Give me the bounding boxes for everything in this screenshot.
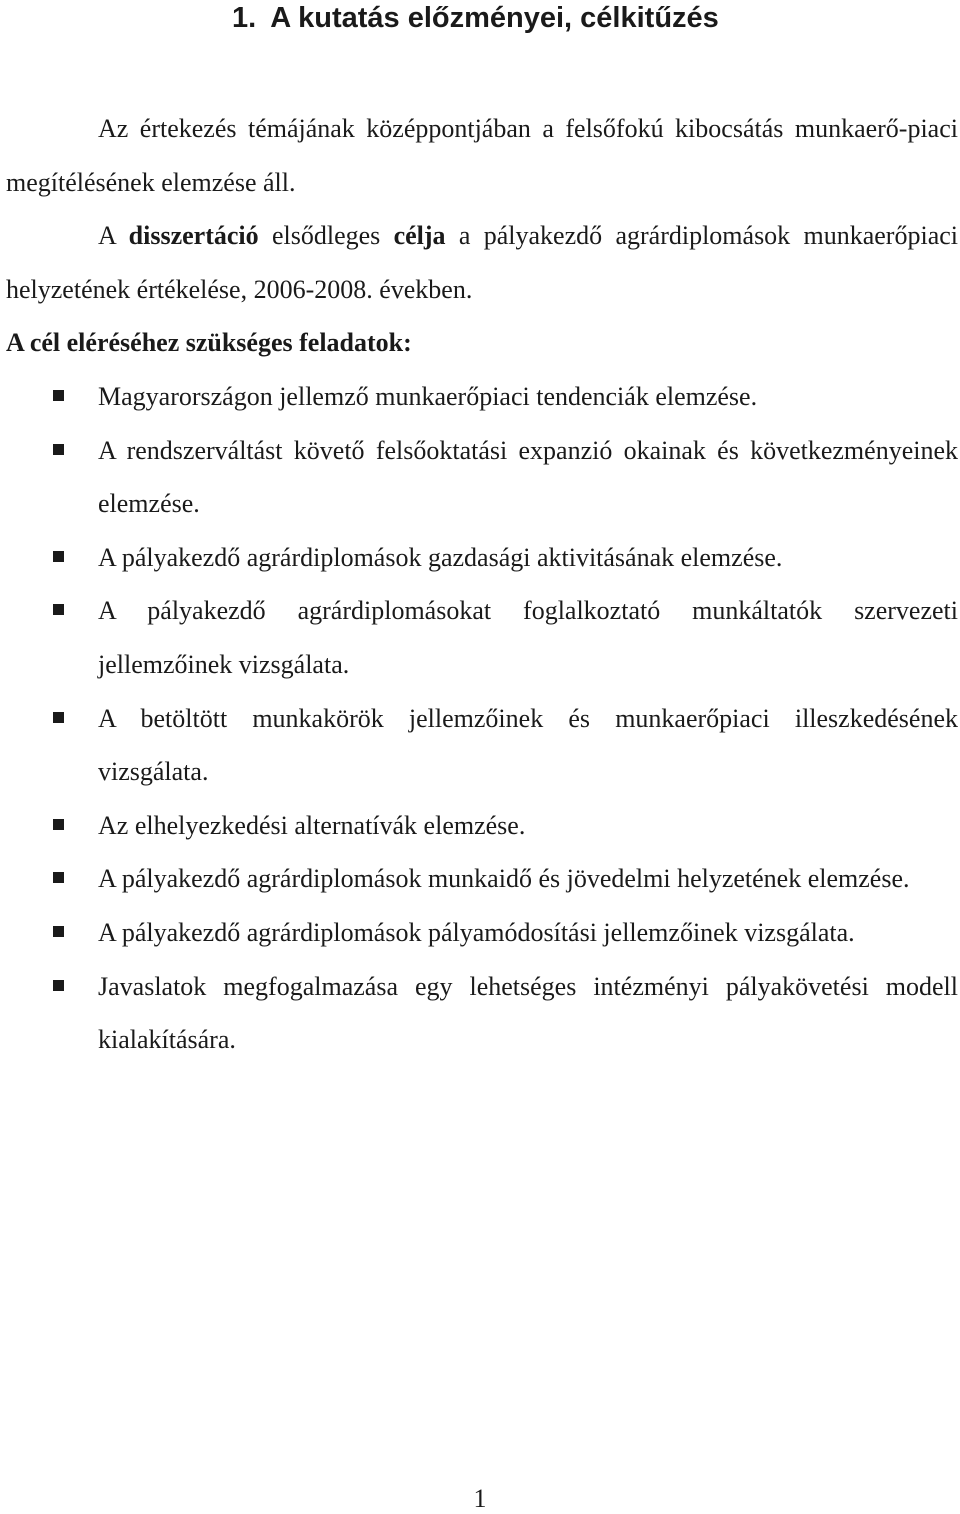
- task-text: Az elhelyezkedési alternatívák elemzése.: [98, 810, 526, 840]
- intro-paragraph-2: [6, 209, 958, 316]
- square-bullet-icon: [53, 551, 64, 562]
- section-number: 1.: [232, 2, 257, 34]
- square-bullet-icon: [53, 872, 64, 883]
- square-bullet-icon: [53, 604, 64, 615]
- task-list-item: [6, 852, 958, 906]
- task-text: A pályakezdő agrárdiplomások pályamódosítási jellemzőinek vizsgálata.: [98, 917, 855, 947]
- task-list-item: [6, 906, 958, 960]
- page-number: 1: [473, 1484, 487, 1513]
- square-bullet-icon: [53, 444, 64, 455]
- task-list-item: [6, 960, 958, 1067]
- task-text: A pályakezdő agrárdiplomásokat foglalkoztató munkáltatók szervezeti jellemzőinek vizsgálata.: [98, 596, 958, 679]
- paragraph-text: elsődleges: [258, 221, 394, 251]
- square-bullet-icon: [53, 980, 64, 991]
- emphasis-dissertation: disszertáció: [128, 221, 259, 251]
- task-text: A pályakezdő agrárdiplomások munkaidő és jövedelmi helyzetének elemzése.: [98, 864, 910, 894]
- intro-paragraph-1: Az értekezés témájának középpontjában a felsőfokú kibocsátás munkaerő-piaci megítélésének elemzése áll.: [6, 114, 958, 197]
- paragraph-text: A: [98, 221, 129, 251]
- task-list-item: [6, 424, 958, 531]
- task-list: [6, 370, 958, 1067]
- emphasis-goal: célja: [393, 221, 446, 251]
- square-bullet-icon: [53, 819, 64, 830]
- square-bullet-icon: [53, 926, 64, 937]
- task-list-item: [6, 692, 958, 799]
- task-text: Magyarországon jellemző munkaerőpiaci tendenciák elemzése.: [98, 381, 758, 411]
- tasks-lead: A cél eléréséhez szükséges feladatok:: [6, 328, 412, 358]
- task-list-item: [6, 799, 958, 853]
- document-body: [6, 102, 958, 1067]
- task-list-item: [6, 531, 958, 585]
- task-text: Javaslatok megfogalmazása egy lehetséges intézményi pályakövetési modell kialakítására.: [98, 971, 958, 1055]
- task-text: A pályakezdő agrárdiplomások gazdasági aktivitásának elemzése.: [98, 542, 783, 572]
- paragraph-text: a pályakezdő agrárdiplomások munkaerőpiaci helyzetének értékelése, 2006-2008. években.: [6, 221, 958, 304]
- square-bullet-icon: [53, 712, 64, 723]
- task-list-item: [6, 584, 958, 691]
- section-title: A kutatás előzményei, célkitűzés: [270, 2, 719, 34]
- section-heading: [232, 0, 719, 36]
- task-text: A betöltött munkakörök jellemzőinek és munkaerőpiaci illeszkedésének vizsgálata.: [98, 703, 958, 787]
- task-text: A rendszerváltást követő felsőoktatási expanzió okainak és következményeinek elemzése.: [98, 435, 958, 519]
- task-list-item: [6, 370, 958, 424]
- square-bullet-icon: [53, 390, 64, 401]
